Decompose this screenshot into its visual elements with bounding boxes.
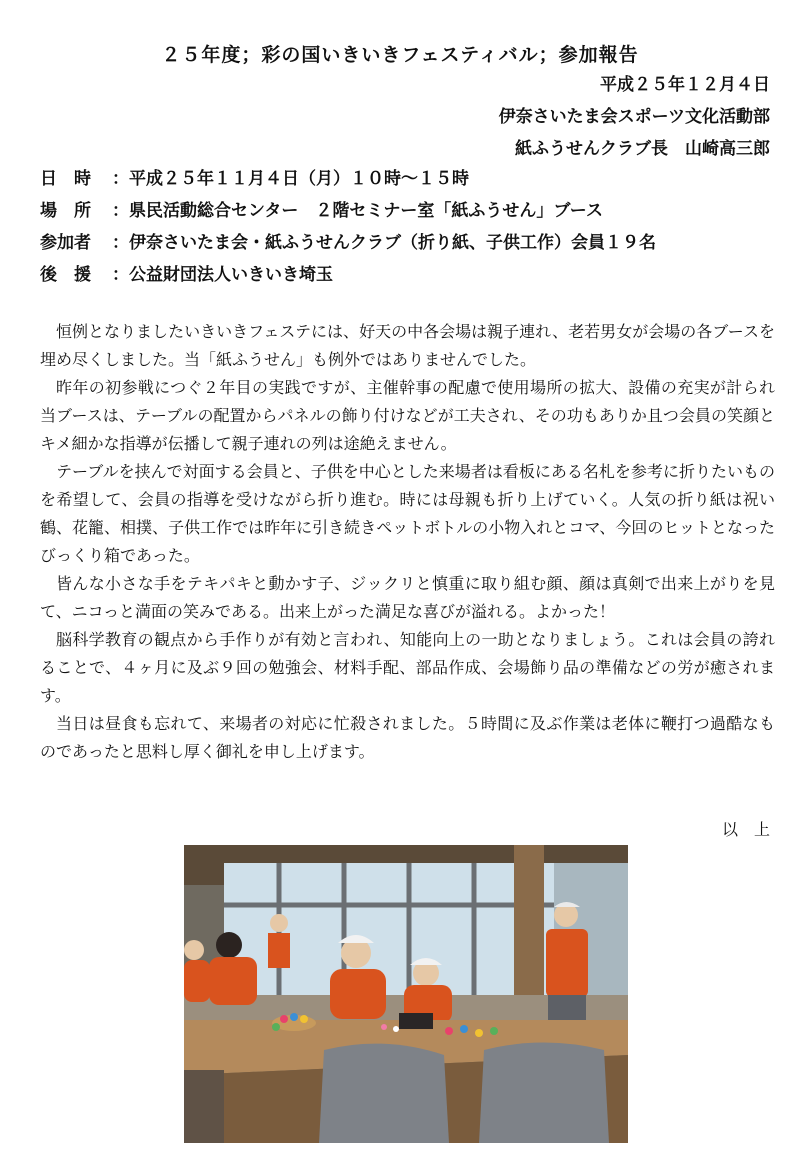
- info-row-participants: [40, 228, 656, 253]
- author-name: 紙ふうせんクラブ長 山崎高三郎: [515, 139, 770, 159]
- info-row-sponsor: [40, 260, 333, 285]
- closing-mark: 以 上: [721, 820, 770, 839]
- body-paragraph: 皆んな小さな手をテキパキと動かす子、ジックリと慎重に取り組む顔、顔は真剣で出来上がりを見て、ニコっと満面の笑みである。出来上がった満足な喜びが溢れる。よかった！: [40, 574, 775, 621]
- info-key: 後 援: [40, 265, 91, 285]
- report-body: [40, 318, 775, 766]
- page-title: ２５年度；彩の国いきいきフェスティバル；参加報告: [161, 44, 639, 66]
- organization-name: 伊奈さいたま会スポーツ文化活動部: [498, 107, 770, 127]
- info-row-datetime: [40, 164, 469, 189]
- event-photo: [184, 845, 628, 1143]
- info-key: 場 所: [40, 201, 91, 221]
- report-date: 平成２５年１２月４日: [600, 75, 770, 95]
- body-paragraph: 恒例となりましたいきいきフェステには、好天の中各会場は親子連れ、老若男女が会場の各ブースを埋め尽くしました。当「紙ふうせん」も例外ではありませんでした。: [40, 322, 775, 369]
- info-value: ：平成２５年１１月４日（月）１０時～１５時: [112, 169, 469, 189]
- info-key: 参加者: [40, 233, 91, 253]
- body-paragraph: テーブルを挟んで対面する会員と、子供を中心とした来場者は看板にある名札を参考に折りたいものを希望して、会員の指導を受けながら折り進む。時には母親も折り上げていく。人気の折り紙は祝い鶴、花籠、相撲、子供工作では昨年に引き続きペットボトルの小物入れとコマ、今回のヒットとなったびっくり箱であった。: [40, 462, 775, 565]
- body-paragraph: 当日は昼食も忘れて、来場者の対応に忙殺されました。５時間に及ぶ作業は老体に鞭打つ過酷なものであったと思料し厚く御礼を申し上げます。: [40, 714, 775, 761]
- body-paragraph: 昨年の初参戦につぐ２年目の実践ですが、主催幹事の配慮で使用場所の拡大、設備の充実が計られ当ブースは、テーブルの配置からパネルの飾り付けなどが工夫され、その功もありか且つ会員の笑顔とキメ細かな指導が伝播して親子連れの列は途絶えません。: [40, 378, 775, 453]
- info-value: ：県民活動総合センター ２階セミナー室「紙ふうせん」ブース: [112, 201, 603, 221]
- info-row-place: [40, 196, 603, 221]
- info-key: 日 時: [40, 169, 91, 189]
- body-paragraph: 脳科学教育の観点から手作りが有効と言われ、知能向上の一助となりましょう。これは会員の誇れることで、４ヶ月に及ぶ９回の勉強会、材料手配、部品作成、会場飾り品の準備などの労が癒されます。: [40, 630, 775, 705]
- info-value: ：公益財団法人いきいき埼玉: [112, 265, 333, 285]
- info-value: ：伊奈さいたま会・紙ふうせんクラブ（折り紙、子供工作）会員１９名: [112, 233, 656, 253]
